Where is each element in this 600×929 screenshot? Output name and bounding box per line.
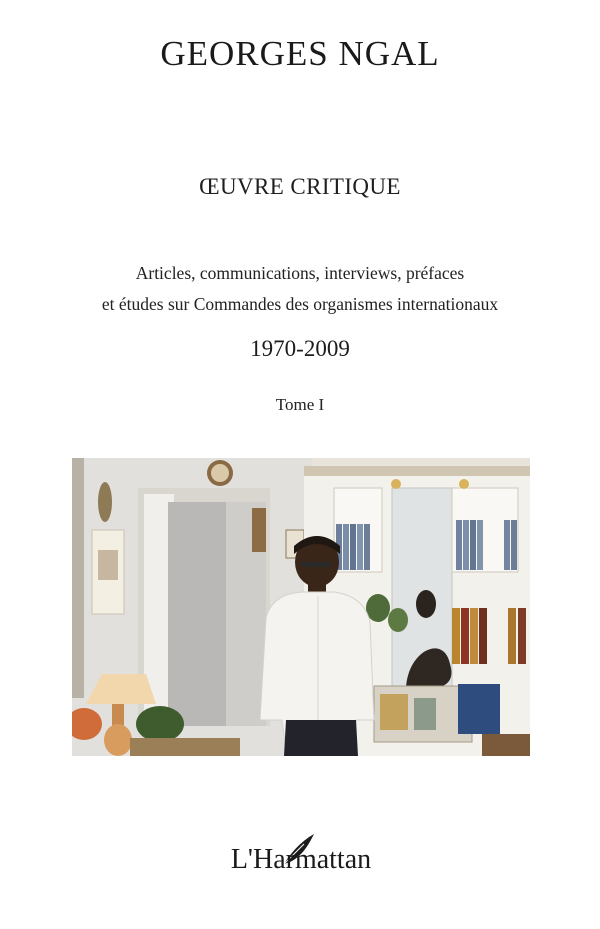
publisher-name: L'Harmattan xyxy=(230,844,372,875)
volume-label: Tome I xyxy=(275,395,325,414)
author-photo-illustration xyxy=(72,458,530,756)
publisher-logo xyxy=(226,832,376,882)
author-photo xyxy=(72,458,530,756)
subtitle-line-2: et études sur Commandes des organismes internationaux xyxy=(101,294,499,314)
year-range: 1970-2009 xyxy=(250,336,350,361)
author-name: GEORGES NGAL xyxy=(160,34,440,73)
book-subtitle xyxy=(0,258,600,320)
subtitle-line-1: Articles, communications, interviews, préfaces xyxy=(135,263,465,283)
book-title: ŒUVRE CRITIQUE xyxy=(199,174,401,199)
